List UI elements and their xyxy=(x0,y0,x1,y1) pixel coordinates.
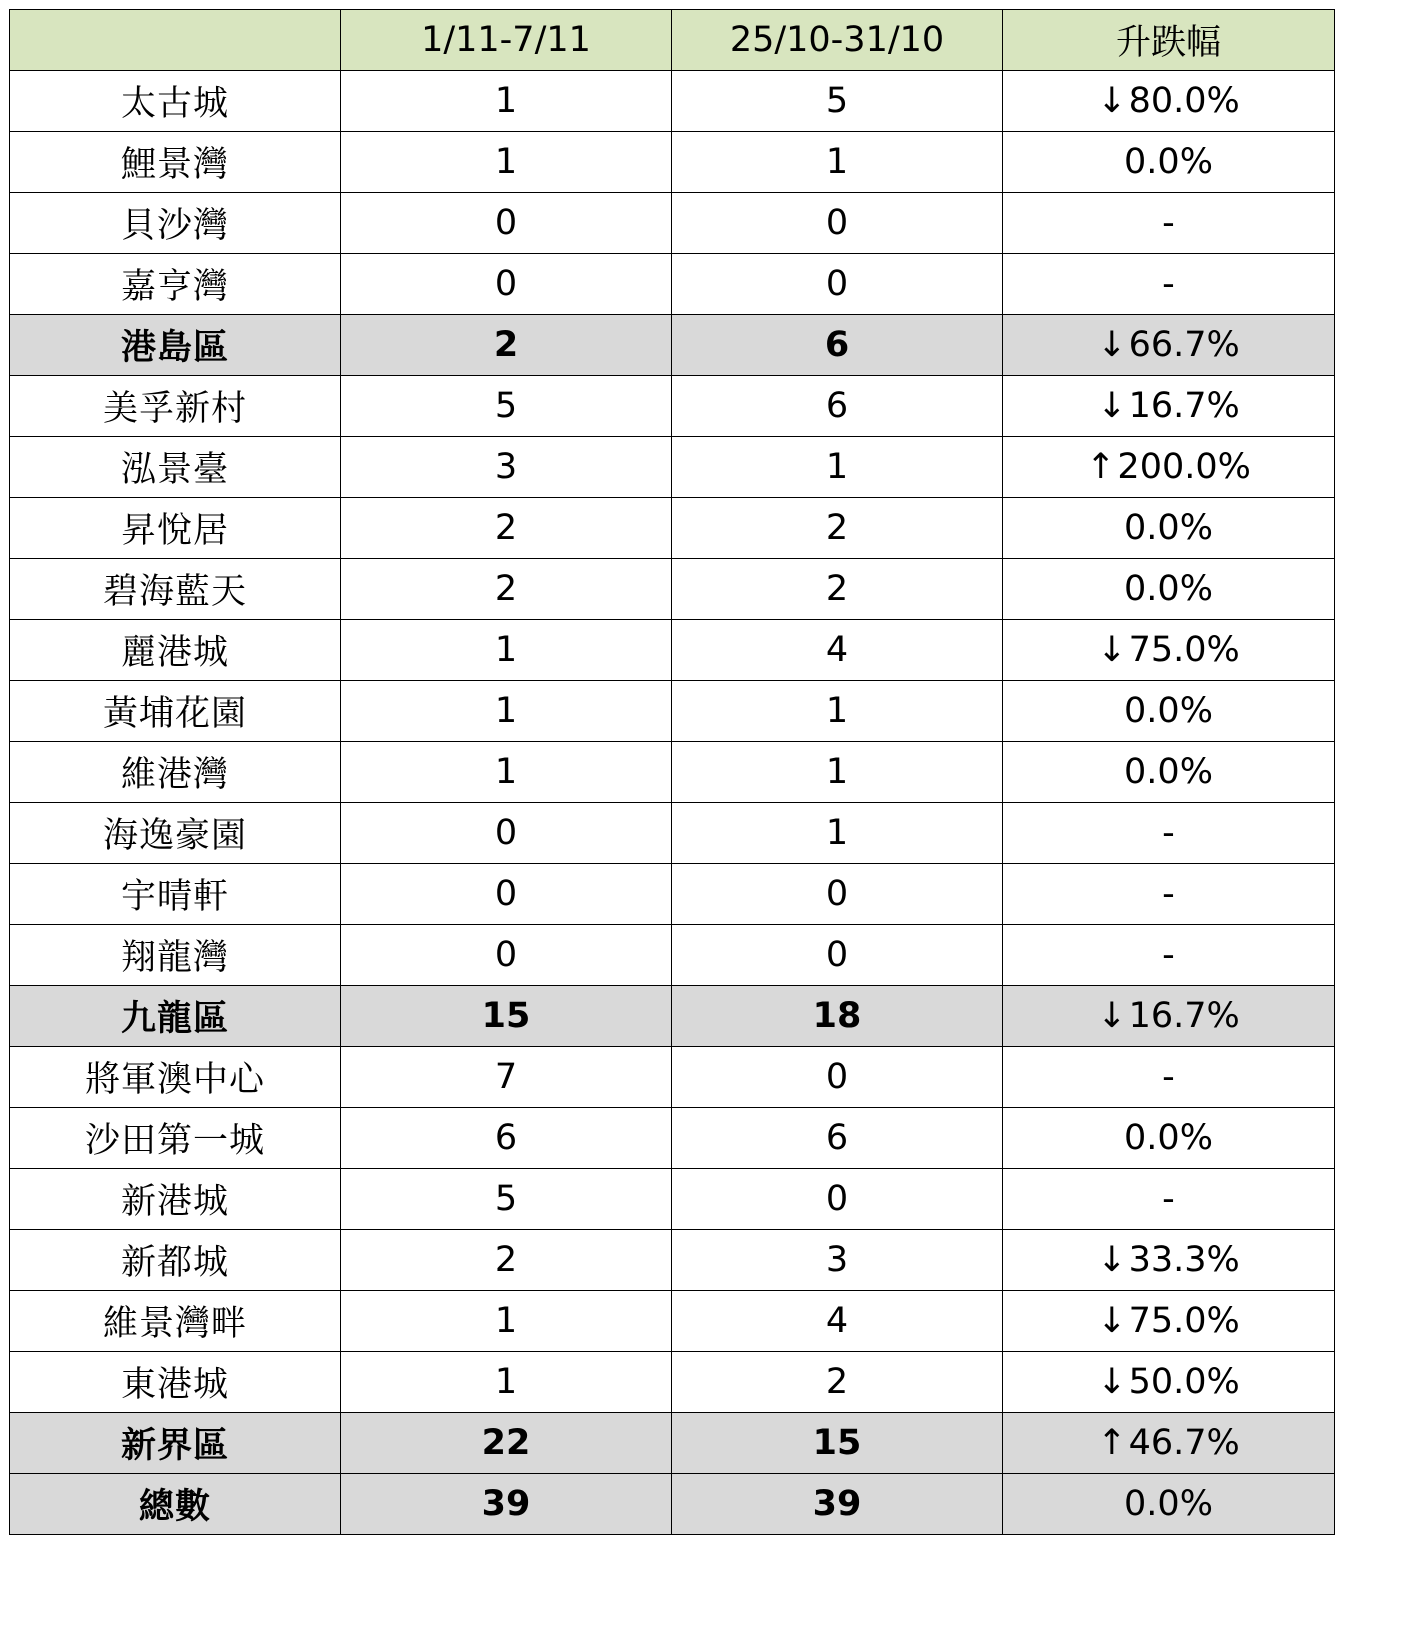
change-value: - xyxy=(1162,1057,1175,1097)
change-value: - xyxy=(1162,874,1175,914)
estate-name-cell: 宇晴軒 xyxy=(10,864,341,925)
table-row xyxy=(10,1047,1335,1108)
previous-week-count-cell: 4 xyxy=(672,620,1003,681)
estate-name-cell: 翔龍灣 xyxy=(10,925,341,986)
current-week-count-cell: 2 xyxy=(341,315,672,376)
subtotal-row xyxy=(10,986,1335,1047)
current-week-count-cell: 5 xyxy=(341,1169,672,1230)
change-value: 75.0% xyxy=(1128,630,1240,670)
change-value: 16.7% xyxy=(1128,996,1240,1036)
table-row xyxy=(10,498,1335,559)
current-week-count-cell: 39 xyxy=(341,1474,672,1535)
current-week-count-cell: 2 xyxy=(341,498,672,559)
previous-week-count-cell: 0 xyxy=(672,864,1003,925)
change-value: 33.3% xyxy=(1128,1240,1240,1280)
arrow-down-icon: ↓ xyxy=(1097,386,1127,426)
previous-week-count-cell: 2 xyxy=(672,1352,1003,1413)
estate-name-cell: 沙田第一城 xyxy=(10,1108,341,1169)
current-week-count-cell: 1 xyxy=(341,620,672,681)
current-week-count-cell: 1 xyxy=(341,742,672,803)
change-cell xyxy=(1003,1352,1335,1413)
change-cell xyxy=(1003,1413,1335,1474)
change-value: - xyxy=(1162,1179,1175,1219)
previous-week-count-cell: 6 xyxy=(672,376,1003,437)
arrow-down-icon: ↓ xyxy=(1097,1301,1127,1341)
current-week-count-cell: 0 xyxy=(341,925,672,986)
current-week-count-cell: 1 xyxy=(341,71,672,132)
previous-week-count-cell: 15 xyxy=(672,1413,1003,1474)
change-value: - xyxy=(1162,935,1175,975)
change-cell xyxy=(1003,803,1335,864)
current-week-count-cell: 15 xyxy=(341,986,672,1047)
change-cell xyxy=(1003,193,1335,254)
change-cell xyxy=(1003,925,1335,986)
table-row xyxy=(10,864,1335,925)
change-cell xyxy=(1003,254,1335,315)
current-week-count-cell: 1 xyxy=(341,1291,672,1352)
arrow-down-icon: ↓ xyxy=(1097,1362,1127,1402)
previous-week-count-cell: 1 xyxy=(672,803,1003,864)
estate-name-cell: 海逸豪園 xyxy=(10,803,341,864)
previous-week-count-cell: 1 xyxy=(672,742,1003,803)
current-week-count-cell: 2 xyxy=(341,1230,672,1291)
previous-week-count-cell: 3 xyxy=(672,1230,1003,1291)
previous-week-count-cell: 1 xyxy=(672,132,1003,193)
current-week-count-cell: 1 xyxy=(341,1352,672,1413)
change-value: 0.0% xyxy=(1124,691,1213,731)
current-week-count-cell: 0 xyxy=(341,864,672,925)
current-week-count-cell: 2 xyxy=(341,559,672,620)
current-week-count-cell: 5 xyxy=(341,376,672,437)
current-week-count-cell: 0 xyxy=(341,803,672,864)
estate-name-cell: 昇悅居 xyxy=(10,498,341,559)
arrow-down-icon: ↓ xyxy=(1097,325,1127,365)
header-estate xyxy=(10,10,341,71)
current-week-count-cell: 0 xyxy=(341,193,672,254)
change-cell xyxy=(1003,1108,1335,1169)
previous-week-count-cell: 1 xyxy=(672,681,1003,742)
current-week-count-cell: 0 xyxy=(341,254,672,315)
table-row xyxy=(10,803,1335,864)
current-week-count-cell: 7 xyxy=(341,1047,672,1108)
change-value: 0.0% xyxy=(1124,752,1213,792)
previous-week-count-cell: 18 xyxy=(672,986,1003,1047)
arrow-up-icon: ↑ xyxy=(1097,1423,1127,1463)
change-value: 0.0% xyxy=(1124,142,1213,182)
table-row xyxy=(10,254,1335,315)
change-cell xyxy=(1003,1047,1335,1108)
estate-name-cell: 黃埔花園 xyxy=(10,681,341,742)
table-row xyxy=(10,620,1335,681)
change-cell xyxy=(1003,71,1335,132)
subtotal-row xyxy=(10,1413,1335,1474)
change-cell xyxy=(1003,742,1335,803)
current-week-count-cell: 1 xyxy=(341,132,672,193)
change-cell xyxy=(1003,315,1335,376)
estate-name-cell: 碧海藍天 xyxy=(10,559,341,620)
transactions-table xyxy=(9,9,1335,1535)
current-week-count-cell: 3 xyxy=(341,437,672,498)
previous-week-count-cell: 6 xyxy=(672,1108,1003,1169)
estate-name-cell: 嘉亨灣 xyxy=(10,254,341,315)
header-current-week: 1/11-7/11 xyxy=(341,10,672,71)
table-row xyxy=(10,559,1335,620)
table-row xyxy=(10,376,1335,437)
table-body xyxy=(10,71,1335,1535)
previous-week-count-cell: 2 xyxy=(672,498,1003,559)
estate-name-cell: 港島區 xyxy=(10,315,341,376)
table-row xyxy=(10,1352,1335,1413)
table-row xyxy=(10,681,1335,742)
change-value: 0.0% xyxy=(1124,1118,1213,1158)
estate-name-cell: 太古城 xyxy=(10,71,341,132)
change-cell xyxy=(1003,437,1335,498)
estate-name-cell: 新都城 xyxy=(10,1230,341,1291)
current-week-count-cell: 1 xyxy=(341,681,672,742)
arrow-down-icon: ↓ xyxy=(1097,996,1127,1036)
change-value: - xyxy=(1162,203,1175,243)
previous-week-count-cell: 0 xyxy=(672,1047,1003,1108)
change-cell xyxy=(1003,498,1335,559)
arrow-down-icon: ↓ xyxy=(1097,630,1127,670)
change-cell xyxy=(1003,376,1335,437)
header-row xyxy=(10,10,1335,71)
table-row xyxy=(10,1291,1335,1352)
estate-name-cell: 鯉景灣 xyxy=(10,132,341,193)
change-cell xyxy=(1003,1230,1335,1291)
previous-week-count-cell: 39 xyxy=(672,1474,1003,1535)
estate-name-cell: 總數 xyxy=(10,1474,341,1535)
estate-name-cell: 將軍澳中心 xyxy=(10,1047,341,1108)
estate-name-cell: 貝沙灣 xyxy=(10,193,341,254)
change-value: 66.7% xyxy=(1128,325,1240,365)
change-cell xyxy=(1003,1474,1335,1535)
estate-name-cell: 麗港城 xyxy=(10,620,341,681)
header-previous-week: 25/10-31/10 xyxy=(672,10,1003,71)
estate-name-cell: 東港城 xyxy=(10,1352,341,1413)
previous-week-count-cell: 1 xyxy=(672,437,1003,498)
change-value: 0.0% xyxy=(1124,508,1213,548)
change-cell xyxy=(1003,681,1335,742)
previous-week-count-cell: 0 xyxy=(672,254,1003,315)
table-row xyxy=(10,437,1335,498)
estate-name-cell: 維景灣畔 xyxy=(10,1291,341,1352)
table-row xyxy=(10,71,1335,132)
estate-name-cell: 九龍區 xyxy=(10,986,341,1047)
current-week-count-cell: 6 xyxy=(341,1108,672,1169)
change-value: 75.0% xyxy=(1128,1301,1240,1341)
change-value: 16.7% xyxy=(1128,386,1240,426)
subtotal-row xyxy=(10,1474,1335,1535)
previous-week-count-cell: 0 xyxy=(672,1169,1003,1230)
estate-name-cell: 維港灣 xyxy=(10,742,341,803)
change-value: 50.0% xyxy=(1128,1362,1240,1402)
change-value: 200.0% xyxy=(1117,447,1251,487)
change-cell xyxy=(1003,132,1335,193)
current-week-count-cell: 22 xyxy=(341,1413,672,1474)
arrow-down-icon: ↓ xyxy=(1097,81,1127,121)
estate-name-cell: 泓景臺 xyxy=(10,437,341,498)
change-value: 80.0% xyxy=(1128,81,1240,121)
table-row xyxy=(10,132,1335,193)
change-cell xyxy=(1003,620,1335,681)
previous-week-count-cell: 2 xyxy=(672,559,1003,620)
previous-week-count-cell: 0 xyxy=(672,925,1003,986)
previous-week-count-cell: 5 xyxy=(672,71,1003,132)
subtotal-row xyxy=(10,315,1335,376)
estate-name-cell: 新界區 xyxy=(10,1413,341,1474)
change-value: 0.0% xyxy=(1124,569,1213,609)
change-cell xyxy=(1003,864,1335,925)
change-value: - xyxy=(1162,264,1175,304)
change-value: 0.0% xyxy=(1124,1484,1213,1524)
table-row xyxy=(10,925,1335,986)
table-row xyxy=(10,1230,1335,1291)
change-value: 46.7% xyxy=(1128,1423,1240,1463)
table-row xyxy=(10,193,1335,254)
table-row xyxy=(10,1108,1335,1169)
arrow-up-icon: ↑ xyxy=(1086,447,1116,487)
estate-name-cell: 新港城 xyxy=(10,1169,341,1230)
estate-name-cell: 美孚新村 xyxy=(10,376,341,437)
header-change: 升跌幅 xyxy=(1003,10,1335,71)
previous-week-count-cell: 0 xyxy=(672,193,1003,254)
table-row xyxy=(10,1169,1335,1230)
change-cell xyxy=(1003,986,1335,1047)
table-header xyxy=(10,10,1335,71)
previous-week-count-cell: 4 xyxy=(672,1291,1003,1352)
change-value: - xyxy=(1162,813,1175,853)
change-cell xyxy=(1003,559,1335,620)
change-cell xyxy=(1003,1169,1335,1230)
arrow-down-icon: ↓ xyxy=(1097,1240,1127,1280)
previous-week-count-cell: 6 xyxy=(672,315,1003,376)
table-row xyxy=(10,742,1335,803)
change-cell xyxy=(1003,1291,1335,1352)
